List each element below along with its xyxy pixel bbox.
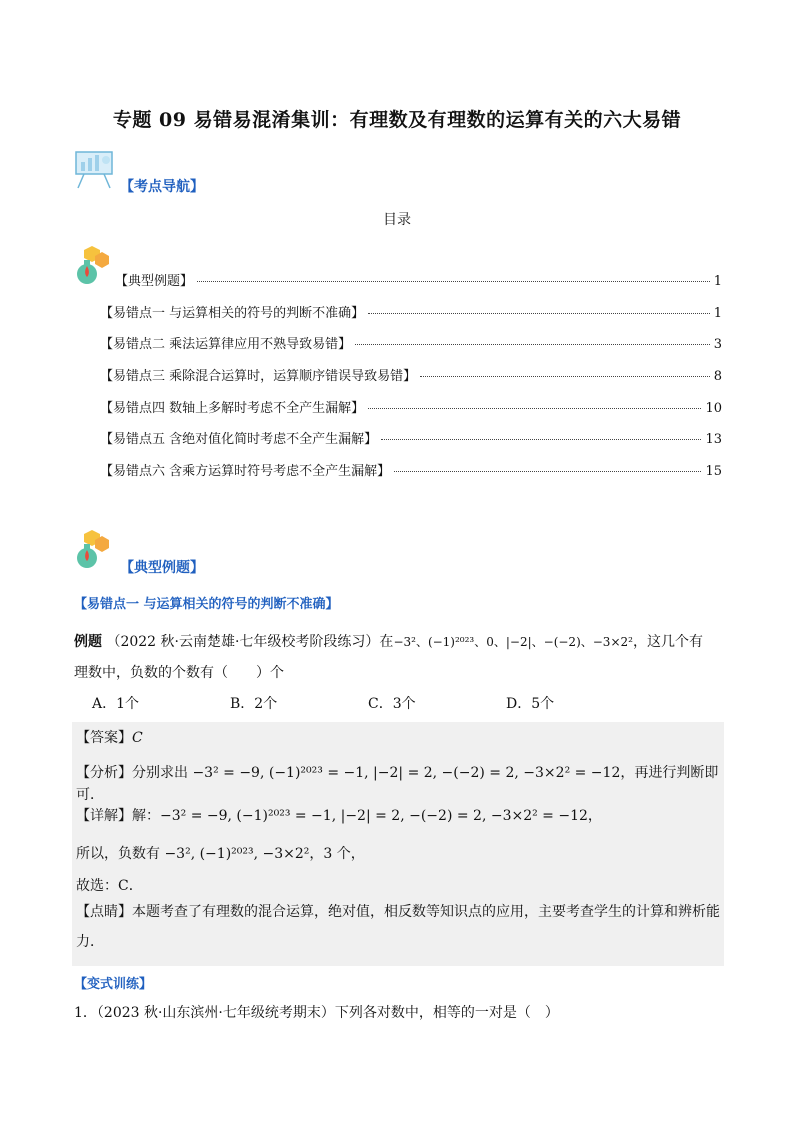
- toc-title: 目录: [383, 212, 411, 228]
- answer-value: C: [132, 730, 143, 746]
- choice-row: 故选：C．: [76, 878, 143, 894]
- toc-entry[interactable]: [100, 365, 722, 397]
- analysis-label: 【分析】: [76, 765, 132, 781]
- presentation-board-icon: [72, 148, 118, 190]
- toc-entry-page: 8: [713, 369, 722, 385]
- option-b[interactable]: B．2个: [230, 696, 278, 712]
- comment-label: 【点睛】: [76, 904, 132, 920]
- example-question: [74, 627, 724, 689]
- answer-explanation-box: [72, 722, 724, 966]
- toc-entry[interactable]: [100, 302, 722, 334]
- variant-training-heading: 【变式训练】: [74, 977, 153, 992]
- comment-text: 本题考查了有理数的混合运算，绝对值，相反数等知识点的应用，主要考查学生的计算和辨析能: [132, 904, 720, 920]
- option-c[interactable]: C．3个: [368, 696, 416, 712]
- toc-entry-page: 3: [713, 337, 722, 353]
- toc-entry-label: 【易错点六 含乘方运算时符号考虑不全产生漏解】: [100, 464, 391, 480]
- example-label: 例题: [74, 634, 102, 650]
- answer-label: 【答案】: [76, 730, 132, 746]
- toc-entry-page: 15: [705, 464, 722, 480]
- question-items: −3²、(−1)²⁰²³、0、|−2|、−(−2)、−3×2²: [393, 635, 633, 649]
- comment-row-2: 力．: [76, 934, 104, 950]
- toc-entry-label: 【典型例题】: [115, 274, 194, 289]
- toc-entry-label: 【易错点二 乘法运算律应用不熟导致易错】: [100, 337, 352, 353]
- conclusion-row: 所以，负数有 −3², (−1)²⁰²³, −3×2²，3 个，: [76, 846, 365, 862]
- error-point-heading: 【易错点一 与运算相关的符号的判断不准确】: [74, 597, 339, 612]
- toc-entry-label: 【易错点四 数轴上多解时考虑不全产生漏解】: [100, 400, 365, 416]
- toc-entry-page: 1: [713, 274, 722, 289]
- option-a[interactable]: A．1个: [92, 696, 140, 712]
- toc-entry-page: 10: [705, 400, 722, 416]
- toc-entry-label: 【易错点三 乘除混合运算时，运算顺序错误导致易错】: [100, 369, 417, 385]
- question-source: （2022 秋·云南楚雄·七年级校考阶段练习）在: [106, 634, 394, 650]
- toc-entry-page: 13: [705, 432, 722, 448]
- toc-entry[interactable]: [100, 460, 722, 492]
- section-heading: 【典型例题】: [120, 560, 204, 576]
- toc-entry[interactable]: [100, 397, 722, 429]
- detail-text: 解：−3² = −9, (−1)²⁰²³ = −1, |−2| = 2, −(−2) = 2, −3×2² = −12，: [132, 808, 602, 824]
- analysis-row: [76, 762, 720, 806]
- flask-icon: [72, 528, 114, 570]
- toc-entry[interactable]: [100, 428, 722, 460]
- question-line2: 理数中，负数的个数有（ ）个: [74, 665, 284, 681]
- answer-options: [92, 693, 722, 713]
- page-title: 专题 09 易错易混淆集训：有理数及有理数的运算有关的六大易错: [112, 109, 682, 131]
- option-d[interactable]: D．5个: [506, 696, 555, 712]
- table-of-contents: [100, 270, 722, 492]
- nav-heading: 【考点导航】: [120, 179, 204, 195]
- toc-entry-label: 【易错点五 含绝对值化简时考虑不全产生漏解】: [100, 432, 378, 448]
- toc-entry[interactable]: [100, 333, 722, 365]
- analysis-text: 分别求出 −3² = −9, (−1)²⁰²³ = −1, |−2| = 2, −(−2) = 2, −3×2² = −12，再进行判断即可．: [76, 765, 719, 803]
- toc-entry-page: 1: [713, 305, 722, 321]
- comment-row: [76, 901, 720, 923]
- practice-question-1: 1．（2023 秋·山东滨州·七年级统考期末）下列各对数中，相等的一对是（ ）: [74, 1005, 559, 1021]
- toc-entry[interactable]: [115, 270, 722, 302]
- question-tail: ，这几个有: [632, 634, 703, 650]
- toc-entry-label: 【易错点一 与运算相关的符号的判断不准确】: [100, 305, 365, 321]
- answer-row: [76, 727, 720, 749]
- detail-label: 【详解】: [76, 808, 132, 824]
- detail-row: [76, 805, 720, 827]
